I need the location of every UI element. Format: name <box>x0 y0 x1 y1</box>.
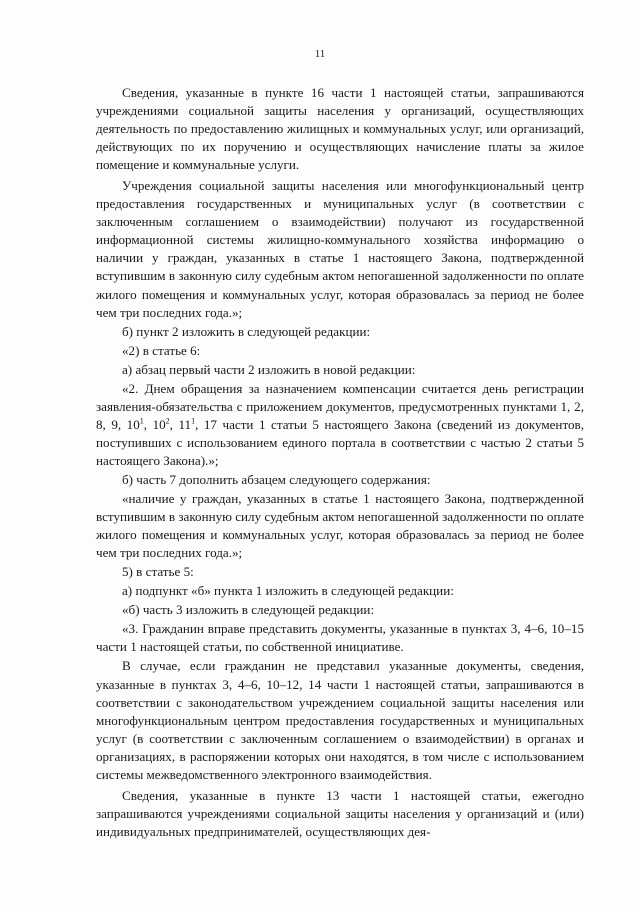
paragraph-10: а) подпункт «б» пункта 1 изложить в следующей редакции: <box>122 583 454 599</box>
paragraph-13: В случае, если гражданин не представил указанные документы, сведения, указанные в пунктах 3, 4–6, 10–12, 14 части 1 настоящей статьи, запрашиваются в соответствии с законодательством учреждением социальной защиты населения или многофункциональным центром предоставления государственных и муниципальных услуг (в соответствии с заключенным соглашением о взаимодействии) в органах и организациях, в распоряжении которых они находятся, в том числе с использованием системы межведомственного электронного взаимодействия. <box>96 658 584 782</box>
paragraph-7: б) часть 7 дополнить абзацем следующего содержания: <box>122 471 431 487</box>
paragraph-12: «3. Гражданин вправе представить документы, указанные в пунктах 3, 4–6, 10–15 части 1 настоящей статьи, по собственной инициативе. <box>96 621 584 655</box>
paragraph-5: а) абзац первый части 2 изложить в новой редакции: <box>122 361 416 377</box>
paragraph-9: 5) в статье 5: <box>122 564 194 580</box>
paragraph-3: б) пункт 2 изложить в следующей редакции: <box>122 323 371 339</box>
page-number: 11 <box>314 48 326 60</box>
paragraph-2: Учреждения социальной защиты населения или многофункциональный центр предоставления государственных и муниципальных услуг (в соответствии с заключенным соглашением о взаимодействии) получают из государственной информационной системы жилищно-коммунального хозяйства информацию о наличии у граждан, указанных в статье 1 настоящего Закона, подтвержденной вступившим в законную силу судебным актом непогашенной задолженности по оплате жилого помещения и коммунальных услуг, которая образовалась за период не более чем три последних года.»; <box>96 178 584 320</box>
paragraph-14: Сведения, указанные в пункте 13 части 1 настоящей статьи, ежегодно запрашиваются учреждениями социальной защиты населения у организаций и (или) индивидуальных предпринимателей, осуществляющих дея- <box>96 787 584 839</box>
document-body <box>96 84 584 841</box>
paragraph-4: «2) в статье 6: <box>122 342 201 358</box>
paragraph-11: «б) часть 3 изложить в следующей редакции: <box>122 602 375 618</box>
paragraph-6: «2. Днем обращения за назначением компенсации считается день регистрации заявления-обязательства с приложением документов, предусмотренных пунктами 1, 2, 8, 9, $10^1$, $10^2$, $11^1$, 17 части 1 статьи 5 настоящего Закона (сведений из документов, поступивших с использованием единого портала в соответствии с частью 2 статьи 5 настоящего Закона).»; <box>96 380 584 468</box>
paragraph-8: «наличие у граждан, указанных в статье 1 настоящего Закона, подтвержденной вступившим в законную силу судебным актом непогашенной задолженности по оплате жилого помещения и коммунальных услуг, которая образовалась за период не более чем три последних года.»; <box>96 491 584 561</box>
paragraph-1: Сведения, указанные в пункте 16 части 1 настоящей статьи, запрашиваются учреждениями социальной защиты населения у организаций, осуществляющих деятельность по предоставлению жилищных и коммунальных услуг, или организаций, действующих по их поручению и осуществляющих начисление платы за жилое помещение и коммунальные услуги. <box>96 85 584 173</box>
